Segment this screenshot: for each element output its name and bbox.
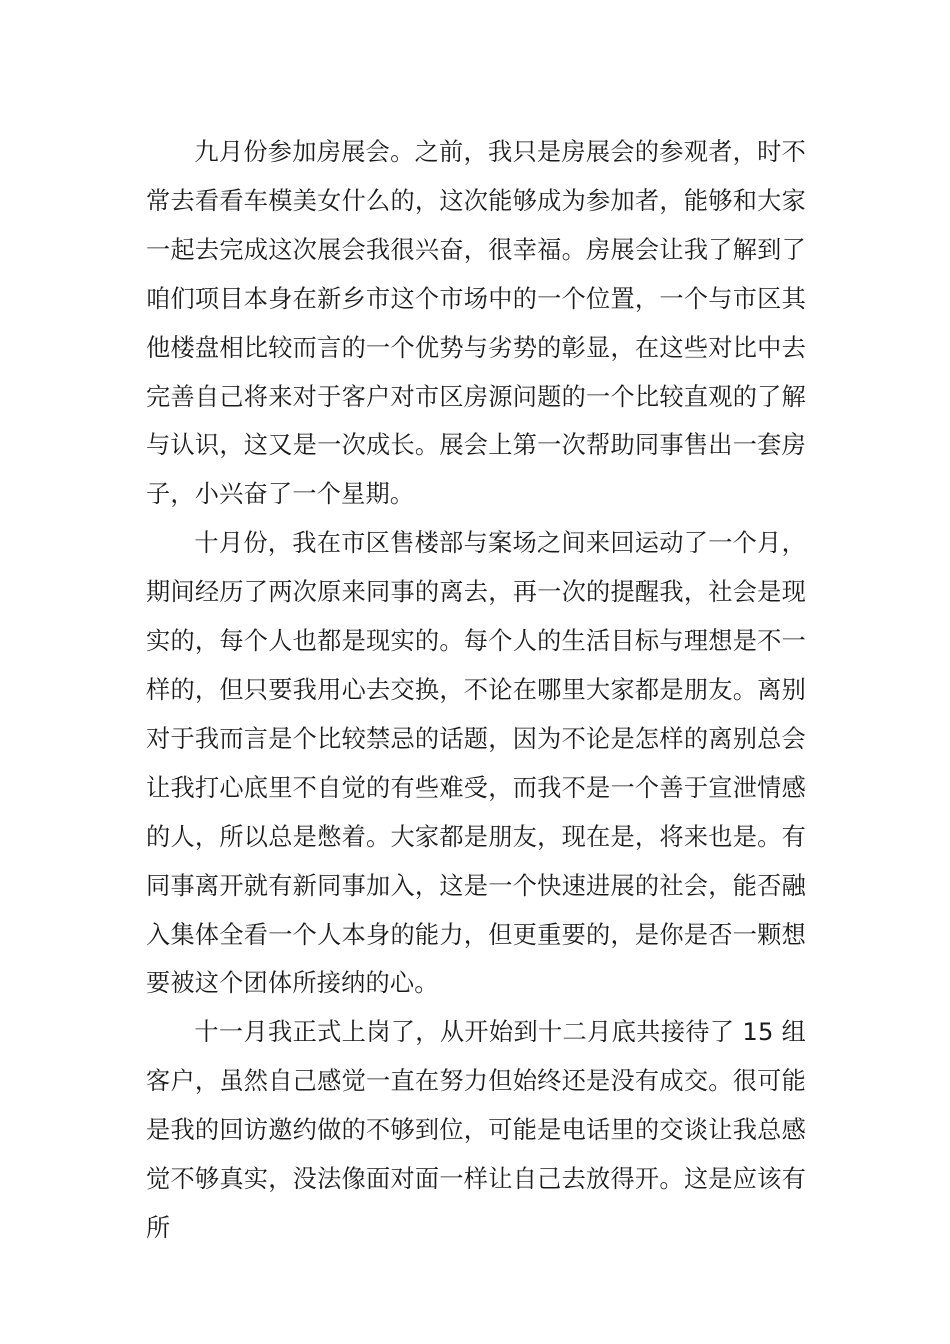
paragraph-october: 十月份，我在市区售楼部与案场之间来回运动了一个月，期间经历了两次原来同事的离去，再一次的提醒我，社会是现实的，每个人也都是现实的。每个人的生活目标与理想是不一样的，但只要我用心去交换，不论在哪里大家都是朋友。离别对于我而言是个比较禁忌的话题，因为不论是怎样的离别总会让我打心底里不自觉的有些难受，而我不是一个善于宣泄情感的人，所以总是憋着。大家都是朋友，现在是，将来也是。有同事离开就有新同事加入，这是一个快速进展的社会，能否融入集体全看一个人本身的能力，但更重要的，是你是否一颗想要被这个团体所接纳的心。 [146,529,806,998]
paragraph-september: 九月份参加房展会。之前，我只是房展会的参观者，时不常去看看车模美女什么的，这次能够成为参加者，能够和大家一起去完成这次展会我很兴奋，很幸福。房展会让我了解到了咱们项目本身在新乡市这个市场中的一个位置，一个与市区其他楼盘相比较而言的一个优势与劣势的彰显，在这些对比中去完善自己将来对于客户对市区房源问题的一个比较直观的了解与认识，这又是一次成长。展会上第一次帮助同事售出一套房子，小兴奋了一个星期。 [146,138,806,509]
paragraph-november: 十一月我正式上岗了，从开始到十二月底共接待了 15 组客户，虽然自己感觉一直在努力但始终还是没有成交。很可能是我的回访邀约做的不够到位，可能是电话里的交谈让我总感觉不够真实，没法像面对面一样让自己去放得开。这是应该有所 [146,1018,806,1242]
document-body [146,128,806,1253]
